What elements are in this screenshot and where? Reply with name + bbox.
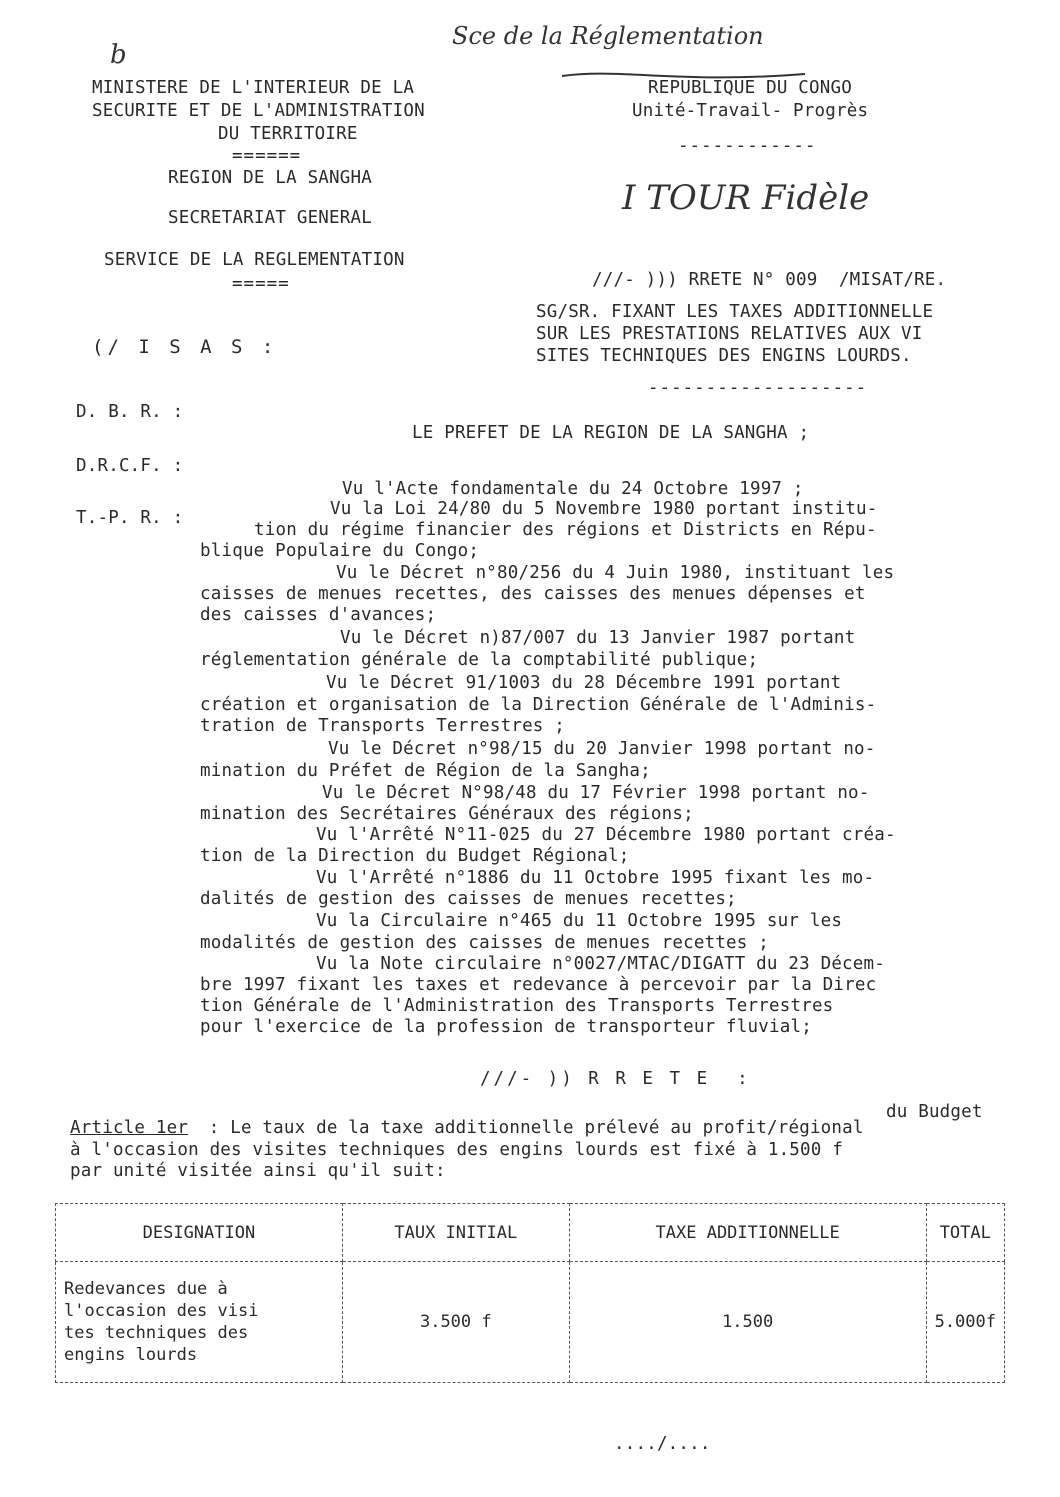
ministry-line-3: DU TERRITOIRE — [218, 124, 358, 144]
article-1-label: Article 1er — [70, 1118, 189, 1138]
republic-name: REPUBLIQUE DU CONGO — [648, 78, 852, 98]
considerant-line: pour l'exercice de la profession de transporteur fluvial; — [200, 1017, 812, 1037]
corner-mark: b — [110, 40, 127, 70]
visa-dbr: D. B. R. : — [76, 402, 184, 422]
considerant-line: modalités de gestion des caisses de menues recettes ; — [200, 933, 770, 953]
considerant-line: Vu le Décret 91/1003 du 28 Décembre 1991 portant — [326, 673, 842, 693]
considerant-line: bre 1997 fixant les taxes et redevance à percevoir par la Direc — [200, 975, 877, 995]
considerant-line: tion Générale de l'Administration des Transports Terrestres — [200, 996, 834, 1016]
considerant-line: tion de la Direction du Budget Régional; — [200, 846, 630, 866]
considerant-line: réglementation générale de la comptabilité publique; — [200, 650, 759, 670]
arrete-ref-separator: ------------------- — [648, 378, 868, 398]
republic-separator: ------------ — [678, 136, 817, 156]
considerant-line: mination du Préfet de Région de la Sangha; — [200, 761, 651, 781]
arrete-title: ///- )) R R E T E : — [480, 1069, 751, 1089]
separator-2: ===== — [232, 274, 290, 294]
arrete-ref-line-2: SG/SR. FIXANT LES TAXES ADDITIONNELLE — [536, 302, 934, 322]
secretariat-general: SECRETARIAT GENERAL — [168, 208, 372, 228]
considerant-line: Vu la Circulaire n°465 du 11 Octobre 1995 sur les — [316, 911, 843, 931]
separator-1: ====== — [232, 146, 302, 166]
considerant-line: tration de Transports Terrestres ; — [200, 716, 566, 736]
considerant-line: Vu le Décret N°98/48 du 17 Février 1998 portant no- — [322, 783, 870, 803]
considerant-line: Vu l'Arrêté N°11-025 du 27 Décembre 1980 portant créa- — [316, 825, 896, 845]
header-designation: DESIGNATION — [56, 1204, 343, 1262]
arrete-ref-line-4: SITES TECHNIQUES DES ENGINS LOURDS. — [536, 346, 912, 366]
considerant-line: Vu la Note circulaire n°0027/MTAC/DIGATT du 23 Décem- — [316, 954, 886, 974]
considerant-line: des caisses d'avances; — [200, 605, 437, 625]
considerant-line: mination des Secrétaires Généraux des régions; — [200, 804, 694, 824]
article-superscript: du Budget — [886, 1102, 983, 1122]
considerant-line: Vu le Décret n°80/256 du 4 Juin 1980, instituant les — [336, 563, 895, 583]
designation-line: l'occasion des visi — [64, 1301, 259, 1321]
row-taxe-additionnelle: 1.500 — [569, 1262, 926, 1383]
table-row — [56, 1262, 1005, 1383]
considerant-line: Vu le Décret n°98/15 du 20 Janvier 1998 portant no- — [328, 739, 876, 759]
header-total: TOTAL — [926, 1204, 1004, 1262]
considerant-line: caisses de menues recettes, des caisses des menues dépenses et — [200, 584, 866, 604]
tax-table — [55, 1203, 1005, 1383]
designation-line: tes techniques des — [64, 1323, 249, 1343]
service-reglementation: SERVICE DE LA REGLEMENTATION — [104, 250, 405, 270]
prefet-title: LE PREFET DE LA REGION DE LA SANGHA ; — [412, 423, 810, 443]
article-1-line-3: par unité visitée ainsi qu'il suit: — [70, 1161, 446, 1181]
republic-motto: Unité-Travail- Progrès — [632, 101, 869, 121]
designation-line: engins lourds — [64, 1345, 198, 1365]
article-1-line-1: : Le taux de la taxe additionnelle prélevé au profit/régional — [198, 1118, 864, 1138]
visa-tpr: T.-P. R. : — [76, 508, 184, 528]
considerant-line: dalités de gestion des caisses de menues recettes; — [200, 889, 737, 909]
designation-line: Redevances due à — [64, 1279, 228, 1299]
considerant-line: Vu le Décret n)87/007 du 13 Janvier 1987 portant — [340, 628, 856, 648]
row-total: 5.000f — [926, 1262, 1004, 1383]
considerant-line: Vu la Loi 24/80 du 5 Novembre 1980 portant institu- — [330, 499, 878, 519]
ministry-line-1: MINISTERE DE L'INTERIEUR DE LA — [92, 78, 415, 98]
signature-mark: I TOUR Fidèle — [622, 178, 870, 218]
handwritten-service-note: Sce de la Réglementation — [452, 22, 764, 50]
considerant-line: Vu l'Acte fondamentale du 24 Octobre 1997 ; — [342, 479, 804, 499]
table-header-row — [56, 1204, 1005, 1262]
considerant-line: blique Populaire du Congo; — [200, 541, 480, 561]
ministry-line-2: SECURITE ET DE L'ADMINISTRATION — [92, 101, 425, 121]
visas-label: (/ I S A S : — [92, 336, 278, 358]
header-taxe-additionnelle: TAXE ADDITIONNELLE — [569, 1204, 926, 1262]
header-taux-initial: TAUX INITIAL — [342, 1204, 569, 1262]
arrete-ref-line-1: ///- ))) RRETE N° 009 /MISAT/RE. — [592, 270, 947, 290]
row-taux-initial: 3.500 f — [342, 1262, 569, 1383]
considerant-line: Vu l'Arrêté n°1886 du 11 Octobre 1995 fixant les mo- — [316, 868, 875, 888]
continuation-mark: ..../.... — [614, 1434, 711, 1454]
row-designation — [56, 1262, 343, 1383]
article-1-line-2: à l'occasion des visites techniques des engins lourds est fixé à 1.500 f — [70, 1140, 843, 1160]
considerant-line: création et organisation de la Direction Générale de l'Adminis- — [200, 695, 877, 715]
arrete-ref-line-3: SUR LES PRESTATIONS RELATIVES AUX VI — [536, 324, 923, 344]
region-name: REGION DE LA SANGHA — [168, 168, 372, 188]
considerant-line: tion du régime financier des régions et Districts en Répu- — [254, 520, 877, 540]
visa-drcf: D.R.C.F. : — [76, 456, 184, 476]
